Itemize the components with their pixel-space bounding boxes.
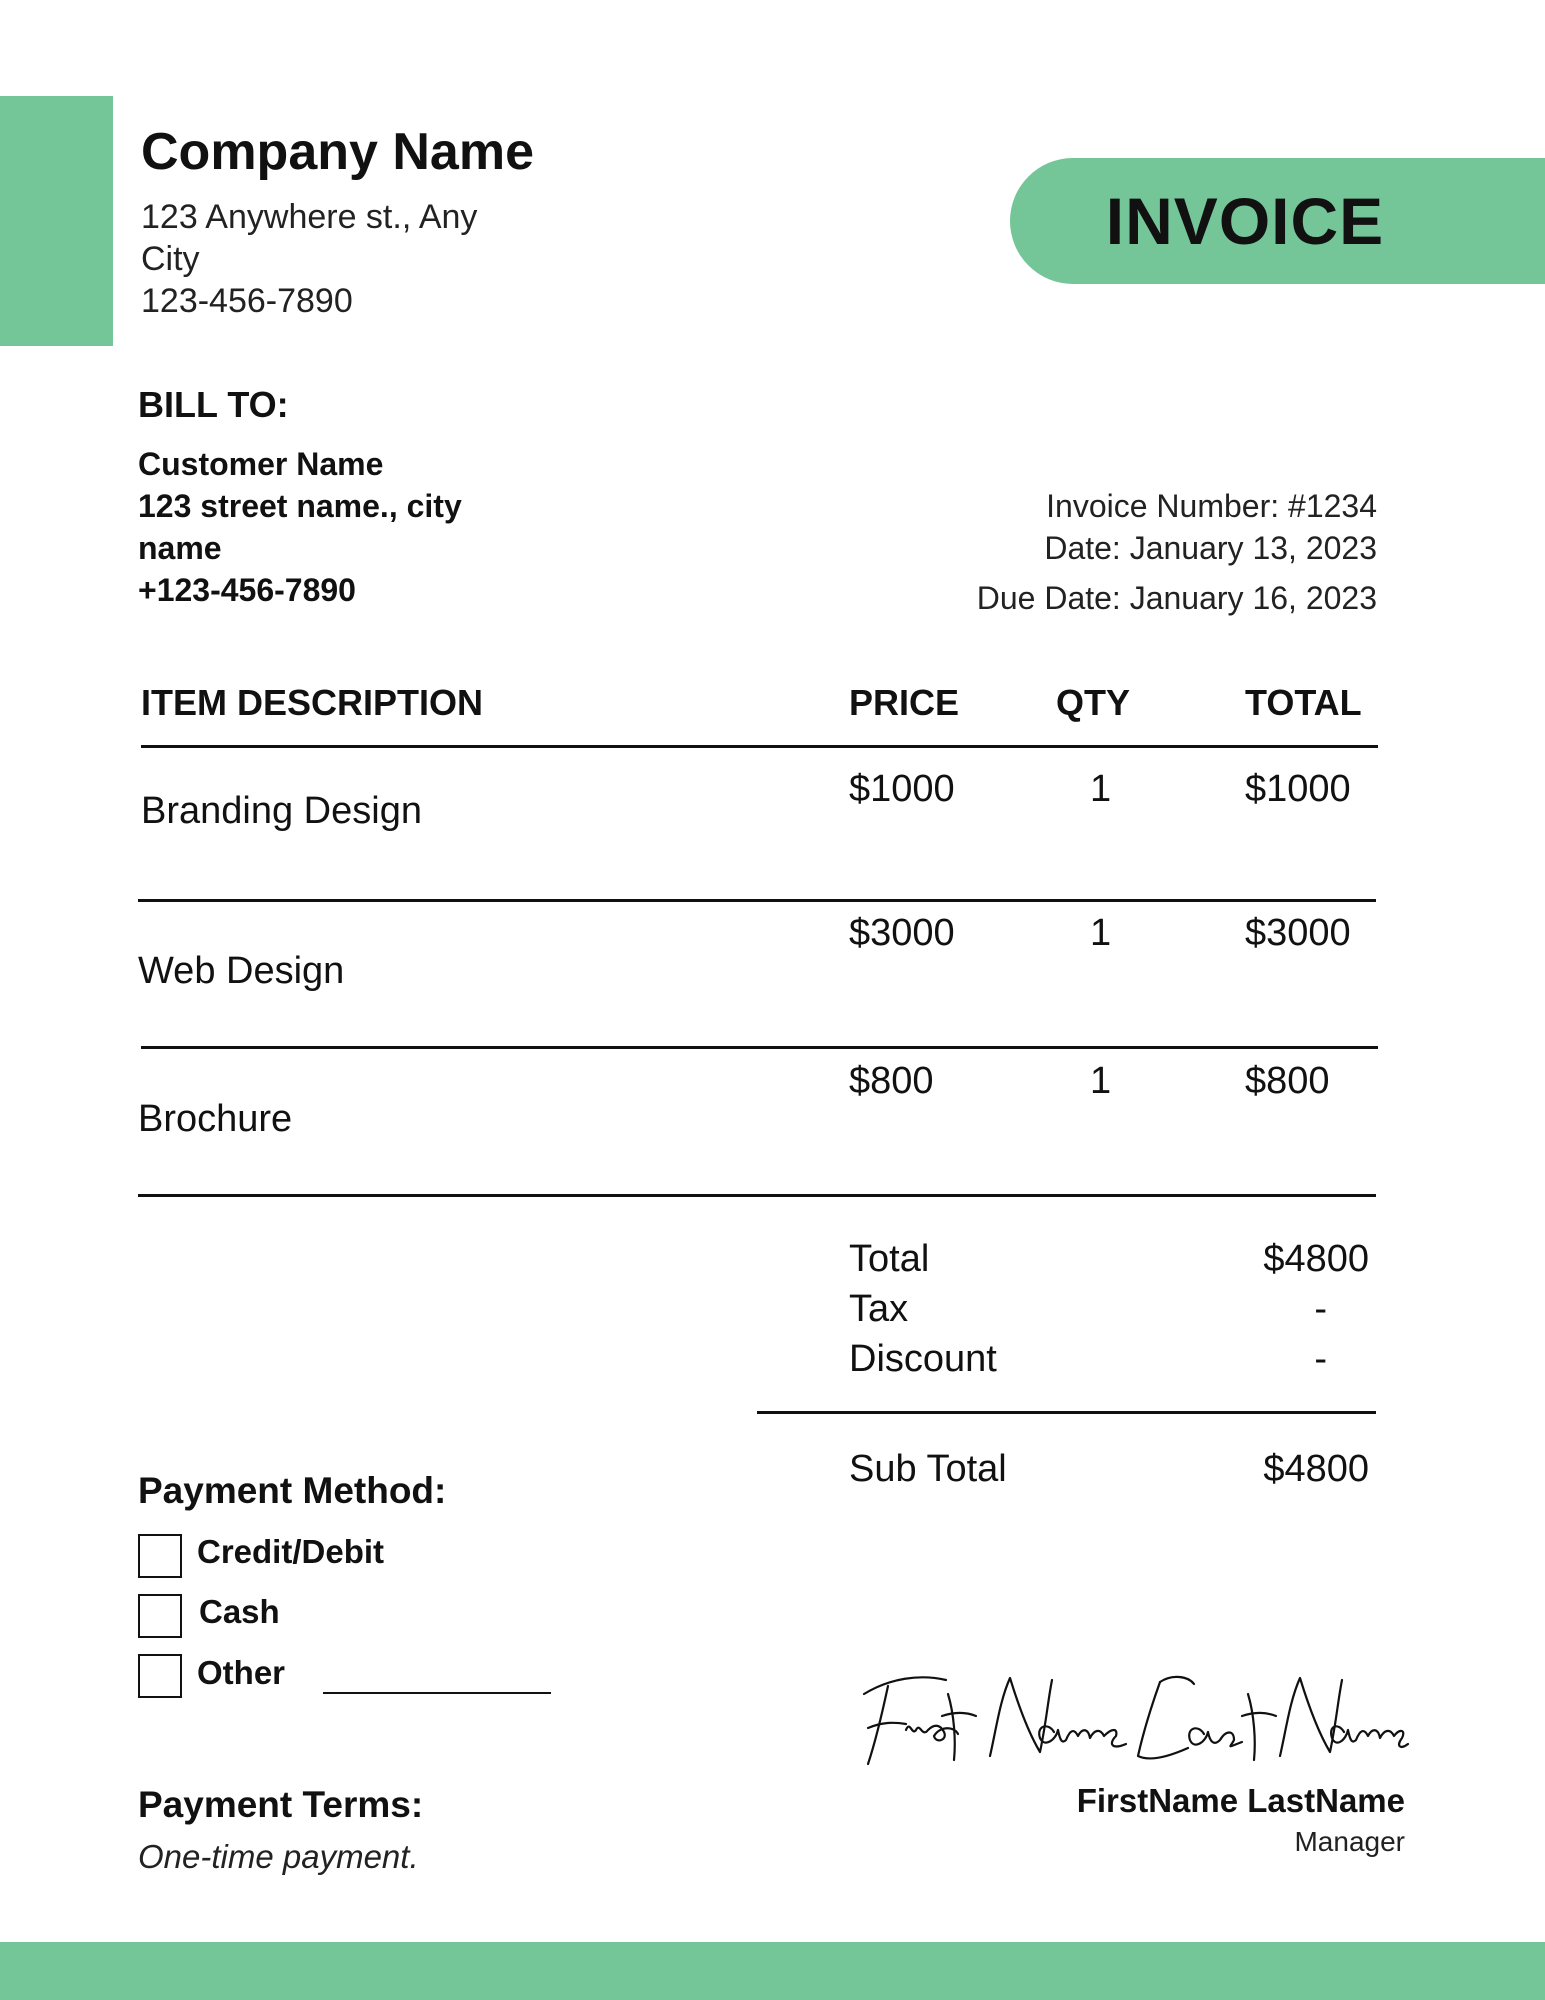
discount-label: Discount xyxy=(849,1338,997,1380)
tax-value: - xyxy=(1314,1288,1327,1330)
customer-phone: +123-456-7890 xyxy=(138,572,356,608)
company-address-line1: 123 Anywhere st., Any xyxy=(141,198,478,236)
signatory-title: Manager xyxy=(1294,1826,1405,1857)
row-total: $3000 xyxy=(1245,912,1351,954)
column-header-price: PRICE xyxy=(849,682,960,723)
column-header-total: TOTAL xyxy=(1245,682,1362,723)
subtotal-label: Sub Total xyxy=(849,1448,1007,1490)
row-qty: 1 xyxy=(1090,1060,1112,1102)
row-qty: 1 xyxy=(1090,912,1112,954)
company-address-line2: City xyxy=(141,240,200,278)
payment-option-label: Credit/Debit xyxy=(197,1533,385,1570)
left-accent-bar xyxy=(0,96,113,346)
column-header-qty: QTY xyxy=(1056,682,1131,723)
row-price: $800 xyxy=(849,1060,934,1102)
column-header-description: ITEM DESCRIPTION xyxy=(141,682,484,723)
row-qty: 1 xyxy=(1090,768,1112,810)
subtotal-value: $4800 xyxy=(1263,1448,1369,1490)
table-divider xyxy=(141,1046,1378,1049)
payment-option-label: Cash xyxy=(199,1593,280,1630)
company-name: Company Name xyxy=(141,123,534,181)
other-checkbox[interactable] xyxy=(138,1654,182,1698)
total-value: $4800 xyxy=(1263,1238,1369,1280)
credit-debit-checkbox[interactable] xyxy=(138,1534,182,1578)
discount-value: - xyxy=(1314,1338,1327,1380)
table-divider xyxy=(138,899,1376,902)
summary-divider xyxy=(757,1411,1376,1414)
table-divider xyxy=(141,745,1378,748)
bottom-accent-bar xyxy=(0,1942,1545,2000)
row-description: Brochure xyxy=(138,1098,293,1140)
customer-name: Customer Name xyxy=(138,446,384,482)
row-description: Branding Design xyxy=(141,790,422,832)
invoice-date: Date: January 13, 2023 xyxy=(1044,530,1377,566)
company-phone: 123-456-7890 xyxy=(141,282,353,320)
table-divider xyxy=(138,1194,1376,1197)
row-total: $1000 xyxy=(1245,768,1351,810)
invoice-number: Invoice Number: #1234 xyxy=(1046,488,1377,524)
row-price: $3000 xyxy=(849,912,955,954)
invoice-title: INVOICE xyxy=(1105,184,1385,258)
payment-terms-heading: Payment Terms: xyxy=(138,1784,424,1825)
payment-terms-text: One-time payment. xyxy=(138,1838,419,1875)
signatory-name: FirstName LastName xyxy=(1076,1782,1405,1819)
signature-image xyxy=(850,1660,1410,1780)
other-blank-line[interactable] xyxy=(323,1692,551,1694)
cash-checkbox[interactable] xyxy=(138,1594,182,1638)
payment-method-heading: Payment Method: xyxy=(138,1470,447,1511)
row-total: $800 xyxy=(1245,1060,1330,1102)
customer-address-line2: name xyxy=(138,530,222,566)
tax-label: Tax xyxy=(849,1288,909,1330)
payment-option-label: Other xyxy=(197,1654,286,1691)
row-price: $1000 xyxy=(849,768,955,810)
customer-address-line1: 123 street name., city xyxy=(138,488,462,524)
total-label: Total xyxy=(849,1238,930,1280)
bill-to-heading: BILL TO: xyxy=(138,384,289,425)
row-description: Web Design xyxy=(138,950,345,992)
invoice-due-date: Due Date: January 16, 2023 xyxy=(976,580,1377,616)
